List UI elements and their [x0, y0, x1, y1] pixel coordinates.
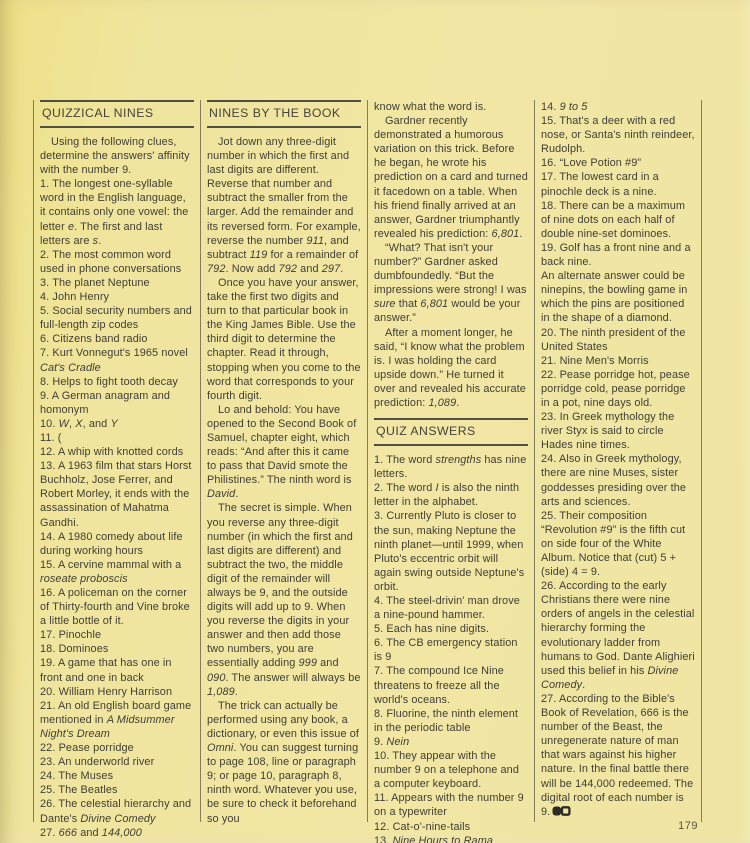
paragraph: After a moment longer, he said, “I know what the problem is. I was holding the card upside down.” He turned it over and revealed his accurate prediction: 1,089. [374, 326, 526, 409]
list-item: 18. There can be a maximum of nine dots on each half of double nine-set dominoes. [541, 199, 686, 240]
list-item: 5. Each has nine digits. [374, 623, 490, 636]
list-item: 10. W, X, and Y [40, 417, 118, 430]
paragraph: Using the following clues, determine the answers' affinity with the number 9. [40, 136, 190, 177]
list-item: 7. Kurt Vonnegut's 1965 novel Cat's Cradle [40, 347, 188, 374]
column-divider [200, 100, 201, 822]
list-item: 7. The compound Ice Nine threatens to freeze all the world's oceans. [374, 665, 504, 706]
list-item: 21. Nine Men's Morris [541, 354, 649, 367]
section-heading: QUIZZICAL NINES [40, 100, 194, 128]
list-item: An alternate answer could be ninepins, the bowling game in which the pins are positioned in the shape of a diamond. [541, 270, 688, 325]
list-item: 14. 9 to 5 [541, 101, 588, 113]
list-item: 15. A cervine mammal with a roseate proboscis [40, 558, 182, 585]
list-item: 22. Pease porridge hot, pease porridge cold, pease porridge in a pot, nine days old. [541, 368, 690, 409]
list-item: 9. A German anagram and homonym [40, 389, 171, 416]
list-item: 27. 666 and 144,000 [40, 826, 142, 839]
list-item: 21. An old English board game mentioned in A Midsummer Night's Dream [40, 699, 192, 740]
list-item: 15. That's a deer with a red nose, or Santa's ninth reindeer, Rudolph. [541, 115, 695, 156]
paragraph: “What? That isn't your number?” Gardner asked dumbfoundedly. “But the impressions were strong! I was sure that 6,801 would be your answer.” [374, 241, 527, 325]
list-item: 16. “Love Potion #9” [541, 157, 642, 170]
paragraph: Lo and behold: You have opened to the Second Book of Samuel, chapter eight, which reads: “And after this it came to pass that David smote the Philistines.” The ninth word is David. [207, 403, 357, 501]
list-item: 8. Helps to fight tooth decay [40, 375, 178, 388]
list-item: 17. The lowest card in a pinochle deck is a nine. [541, 171, 659, 198]
section-heading: NINES BY THE BOOK [207, 100, 361, 128]
column-divider [534, 100, 535, 822]
list-item: 25. The Beatles [40, 784, 118, 797]
column-gardner-story-and-quiz-answers [374, 100, 528, 843]
paragraph: Gardner recently demonstrated a humorous variation on this trick. Before he began, he wrote his prediction on a card and turned it facedown on a table. When his friend finally arrived at an answer, Gardner triumphantly revealed his prediction: 6,801. [374, 115, 528, 240]
list-item: 24. Also in Greek mythology, there are nine Muses, sister goddesses presiding over the arts and sciences. [541, 453, 687, 508]
list-item: 23. An underworld river [40, 756, 155, 769]
list-item: 11. ( [40, 431, 62, 444]
list-item: 23. In Greek mythology the river Styx is said to circle Hades nine times. [541, 411, 675, 452]
list-item: 3. The planet Neptune [40, 276, 150, 289]
list-item: 20. The ninth president of the United States [541, 326, 686, 353]
list-item: 12. Cat-o'-nine-tails [374, 820, 471, 833]
list-item: 24. The Muses [40, 770, 114, 783]
list-item: 1. The word strengths has nine letters. [374, 454, 527, 481]
list-item: 14. A 1980 comedy about life during working hours [40, 530, 183, 557]
list-item: 16. A policeman on the corner of Thirty-fourth and Vine broke a little bottle of it. [40, 587, 190, 628]
list-item: 9. Nein [374, 735, 410, 748]
list-item: 13. Nine Hours to Rama [374, 834, 494, 843]
paragraph: The trick can actually be performed using any book, a dictionary, or even this issue of Omni. You can suggest turning to page 108, line or paragraph 9; or page 10, paragraph 8, ninth word. Whatever you use, be sure to check it beforehand so you [207, 699, 360, 825]
list-item: 22. Pease porridge [40, 742, 134, 755]
list-item: 6. Citizens band radio [40, 333, 148, 346]
list-item: 5. Social security numbers and full-length zip codes [40, 305, 192, 332]
list-item: 18. Dominoes [40, 643, 109, 656]
list-item: 26. According to the early Christians there were nine orders of angels in the celestial hierarchy forming the evolutionary ladder from humans to God. Dante Alighieri used this belief in his Divine Comedy. [541, 580, 695, 691]
list-item: 17. Pinochle [40, 629, 102, 642]
paragraph: know what the word is. [374, 101, 487, 113]
list-item: 6. The CB emergency station is 9 [374, 637, 518, 664]
paragraph: Once you have your answer, take the first two digits and turn to that particular book in the King James Bible. Use the third digit to determine the chapter. Read it through, stopping when you come to the word that corresponds to your fourth digit. [207, 276, 361, 402]
paragraph: The secret is simple. When you reverse any three-digit number (in which the first and last digits are different) and subtract the two, the middle digit of the remainder will always be 9, and the outside digits will add up to 9. When you reverse the digits in your answer and then add those two numbers, you are essentially adding 999 and 090. The answer will always be 1,089. [207, 502, 361, 698]
column-divider [33, 100, 34, 822]
list-item: 2. The word I is also the ninth letter in the alphabet. [374, 482, 520, 509]
list-item: 25. Their composition “Revolution #9” is the fifth cut on side four of the White Album. Notice that (cut) 5 + (side) 4 = 9. [541, 509, 686, 579]
list-item: 2. The most common word used in phone conversations [40, 248, 182, 275]
list-item: 8. Fluorine, the ninth element in the periodic table [374, 707, 519, 734]
list-item: 19. A game that has one in front and one in back [40, 657, 172, 684]
list-item: 20. William Henry Harrison [40, 685, 173, 698]
list-item: 11. Appears with the number 9 on a typewriter [374, 792, 524, 819]
section-heading: QUIZ ANSWERS [374, 418, 528, 446]
paragraph: Jot down any three-digit number in which the first and last digits are different. Reverse that number and subtract the smaller from the larger. Add the remainder and its reversed form. For example, reverse the number 911, and subtract 119 for a remainder of 792. Now add 792 and 297. [207, 136, 361, 275]
list-item: 3. Currently Pluto is closer to the sun, making Neptune the ninth planet—until 1999, when Pluto's eccentric orbit will again swing outside Neptune's orbit. [374, 510, 525, 593]
list-item: 12. A whip with knotted cords [40, 446, 184, 459]
list-item: 13. A 1963 film that stars Horst Buchholz, Jose Ferrer, and Robert Morley, it ends with the assassination of Mahatma Gandhi. [40, 460, 192, 529]
page-number: 179 [678, 820, 698, 832]
list-item: 4. John Henry [40, 291, 110, 304]
column-divider [367, 100, 368, 822]
column-quiz-answers-continued [541, 100, 695, 822]
column-nines-by-the-book [207, 100, 361, 825]
list-item: 19. Golf has a front nine and a back nine. [541, 241, 691, 269]
list-item: 1. The longest one-syllable word in the English language, it contains only one vowel: the letter e. The first and last letters are s. [40, 178, 189, 247]
end-of-article-icon [552, 806, 571, 816]
list-item: 26. The celestial hierarchy and Dante's Divine Comedy [40, 798, 192, 825]
column-divider [701, 100, 702, 822]
list-item: 4. The steel-drivin' man drove a nine-pound hammer. [374, 595, 520, 622]
column-quizzical-nines [40, 100, 194, 839]
list-item: 27. According to the Bible's Book of Revelation, 666 is the number of the Beast, the unregenerate nature of man that wars against his higher nature. In the final battle there will be 144,000 redeemed. The digital root of each number is 9. [541, 692, 694, 818]
list-item: 10. They appear with the number 9 on a telephone and a computer keyboard. [374, 750, 519, 791]
